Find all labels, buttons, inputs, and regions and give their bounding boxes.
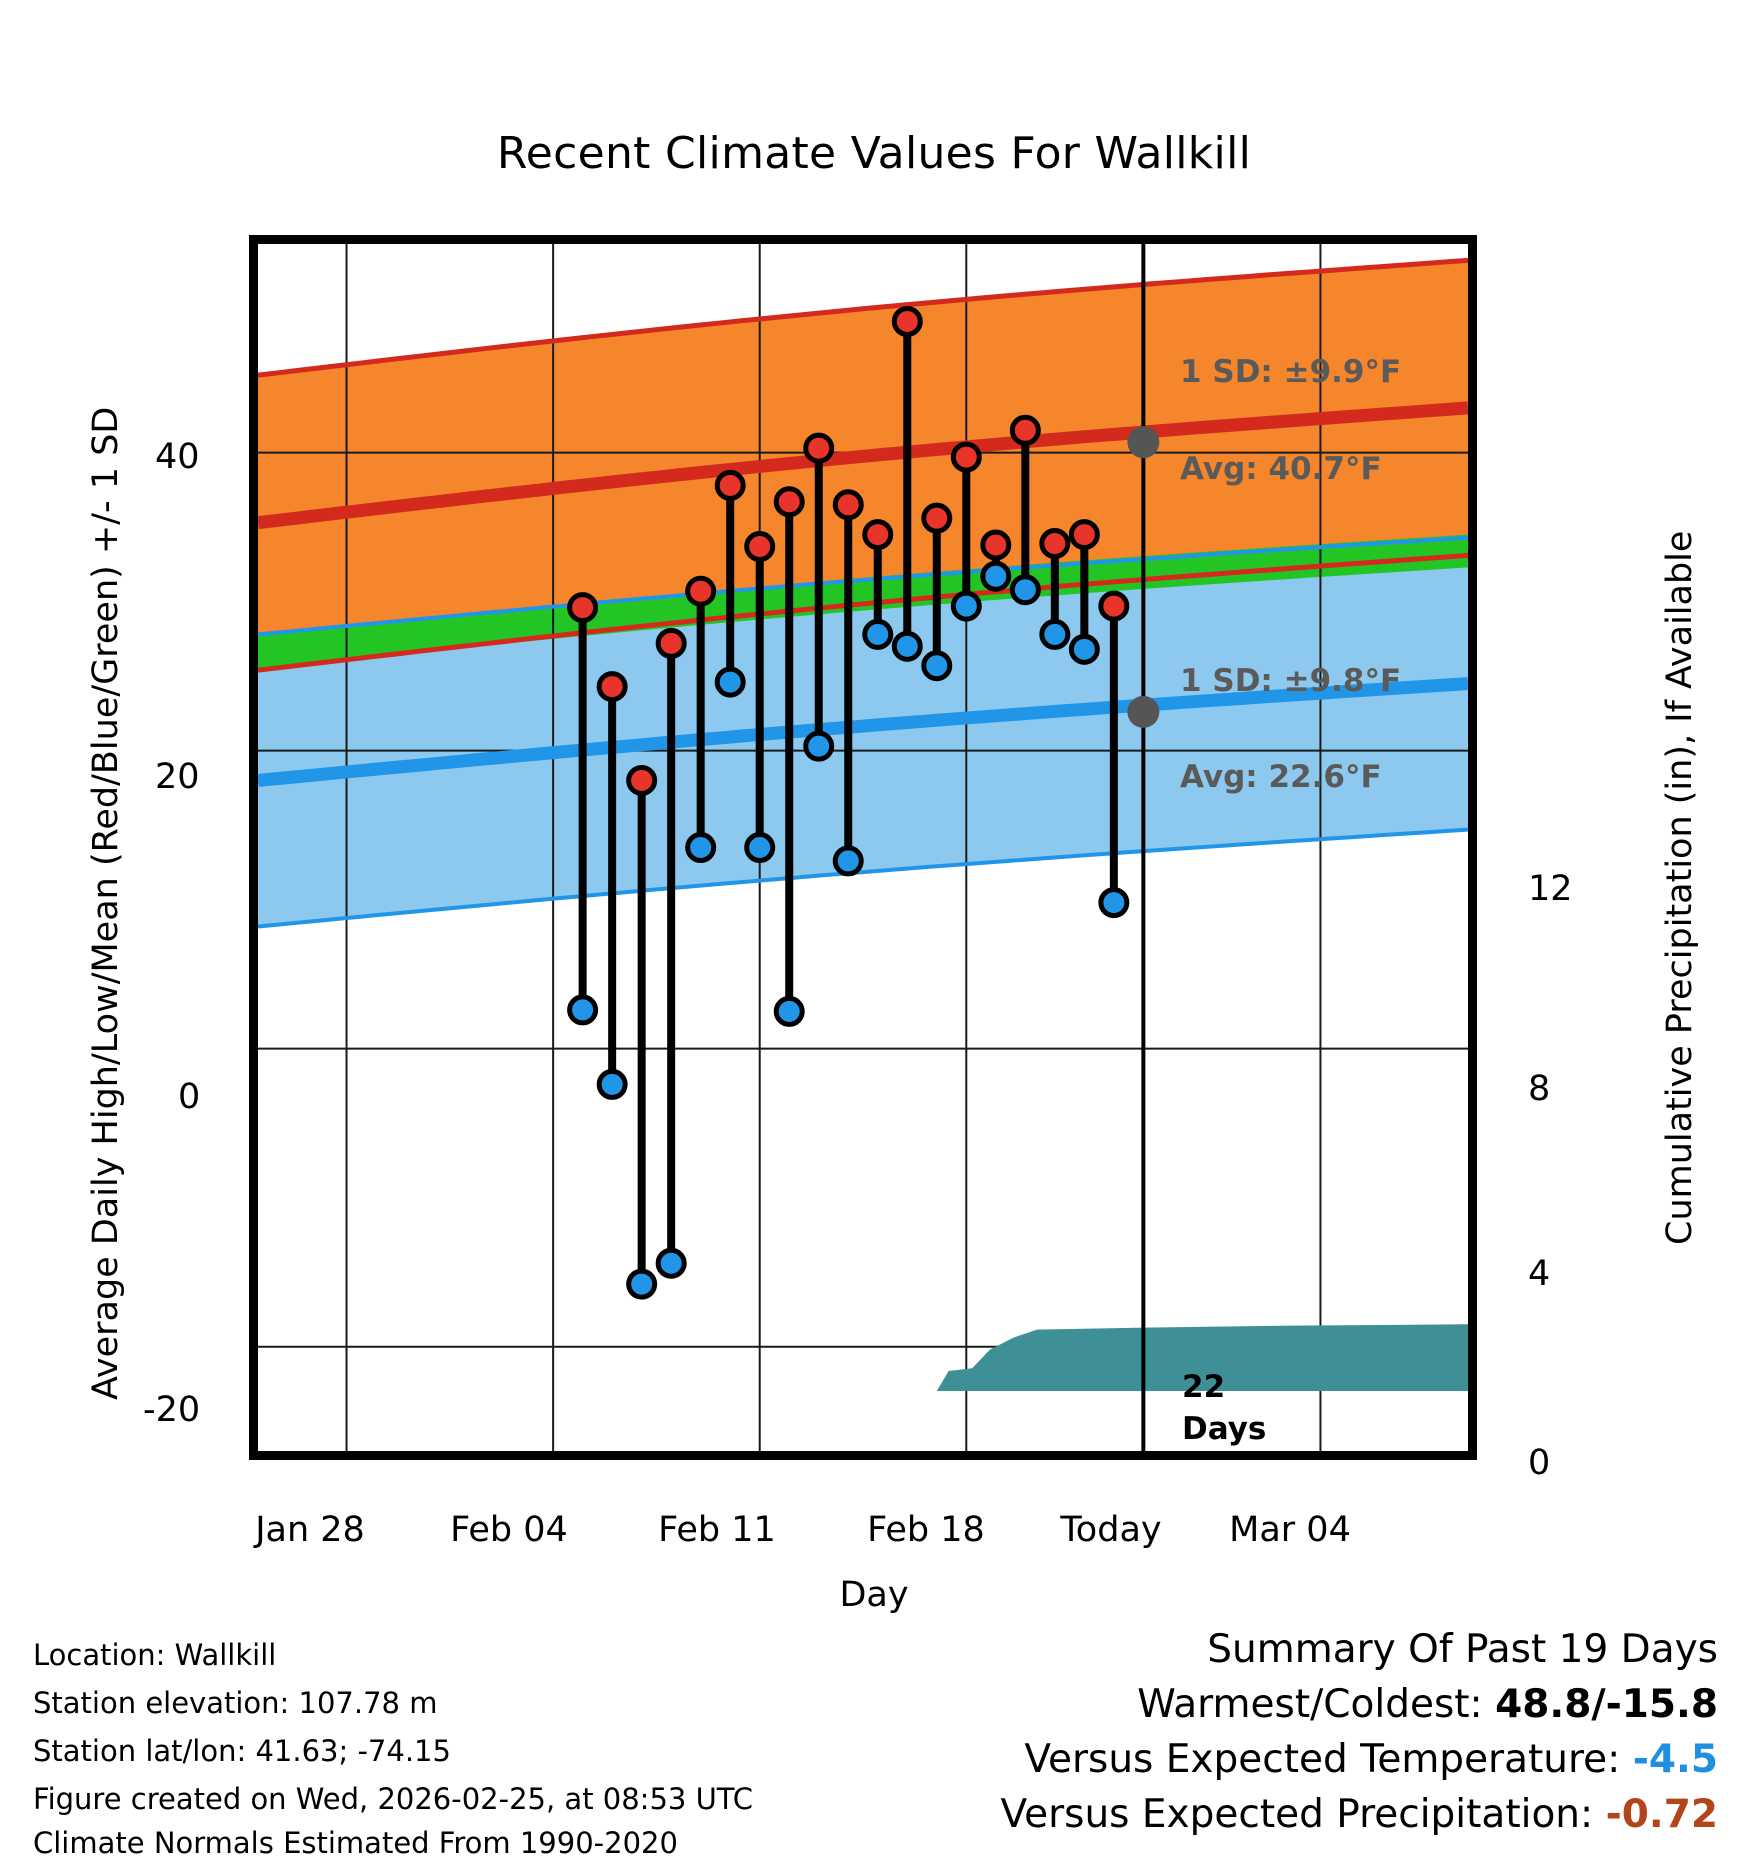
x-tick-mar-04: Mar 04	[1229, 1510, 1351, 1550]
summary-vs-temp	[1024, 1737, 1718, 1782]
summary-heading: Summary Of Past 19 Days	[1207, 1627, 1718, 1672]
high-sd-annotation: 1 SD: ±9.9°F	[1180, 354, 1402, 390]
y-axis-label-left: Average Daily High/Low/Mean (Red/Blue/Green) +/- 1 SD	[86, 406, 126, 1400]
plot-inner	[258, 244, 1468, 1451]
x-tick-feb-11: Feb 11	[658, 1510, 776, 1550]
summary-vs-precip-label: Versus Expected Precipitation:	[1000, 1792, 1594, 1837]
x-tick-jan-28: Jan 28	[255, 1510, 365, 1550]
summary-vs-precip-value: -0.72	[1605, 1792, 1718, 1837]
footer-normals-period: Climate Normals Estimated From 1990-2020	[33, 1826, 678, 1860]
y-tick-left-20: 20	[155, 757, 200, 797]
chart-svg	[258, 244, 1468, 1451]
footer-location: Location: Wallkill	[33, 1638, 277, 1672]
y-tick-right-12: 12	[1528, 869, 1573, 909]
summary-warmest-coldest-value: 48.8/-15.8	[1495, 1682, 1718, 1727]
precip-days-unit: Days	[1182, 1411, 1267, 1447]
y-axis-label-right: Cumulative Precipitation (in), If Available	[1660, 530, 1700, 1245]
x-tick-today: Today	[1060, 1510, 1162, 1550]
summary-warmest-coldest-label: Warmest/Coldest:	[1137, 1682, 1483, 1727]
plot-area	[249, 235, 1477, 1460]
low-sd-annotation: 1 SD: ±9.8°F	[1180, 663, 1402, 699]
chart-title: Recent Climate Values For Wallkill	[496, 128, 1252, 179]
y-tick-left--20: -20	[143, 1390, 201, 1430]
footer-latlon: Station lat/lon: 41.63; -74.15	[33, 1734, 451, 1768]
precip-days-count: 22	[1182, 1369, 1226, 1405]
summary-vs-temp-label: Versus Expected Temperature:	[1024, 1737, 1621, 1782]
summary-warmest-coldest	[1137, 1682, 1718, 1727]
summary-vs-precip	[1000, 1792, 1718, 1837]
x-tick-feb-18: Feb 18	[867, 1510, 985, 1550]
y-tick-right-0: 0	[1528, 1443, 1551, 1483]
y-tick-right-8: 8	[1528, 1069, 1551, 1109]
y-tick-right-4: 4	[1528, 1254, 1551, 1294]
footer-elevation: Station elevation: 107.78 m	[33, 1686, 438, 1720]
y-tick-left-40: 40	[155, 437, 200, 477]
y-tick-left-0: 0	[178, 1077, 201, 1117]
summary-vs-temp-value: -4.5	[1632, 1737, 1718, 1782]
footer-created: Figure created on Wed, 2026-02-25, at 08:53 UTC	[33, 1782, 754, 1816]
high-avg-annotation: Avg: 40.7°F	[1180, 451, 1382, 487]
low-avg-annotation: Avg: 22.6°F	[1180, 759, 1382, 795]
x-tick-feb-04: Feb 04	[450, 1510, 568, 1550]
x-axis-label: Day	[839, 1575, 909, 1615]
